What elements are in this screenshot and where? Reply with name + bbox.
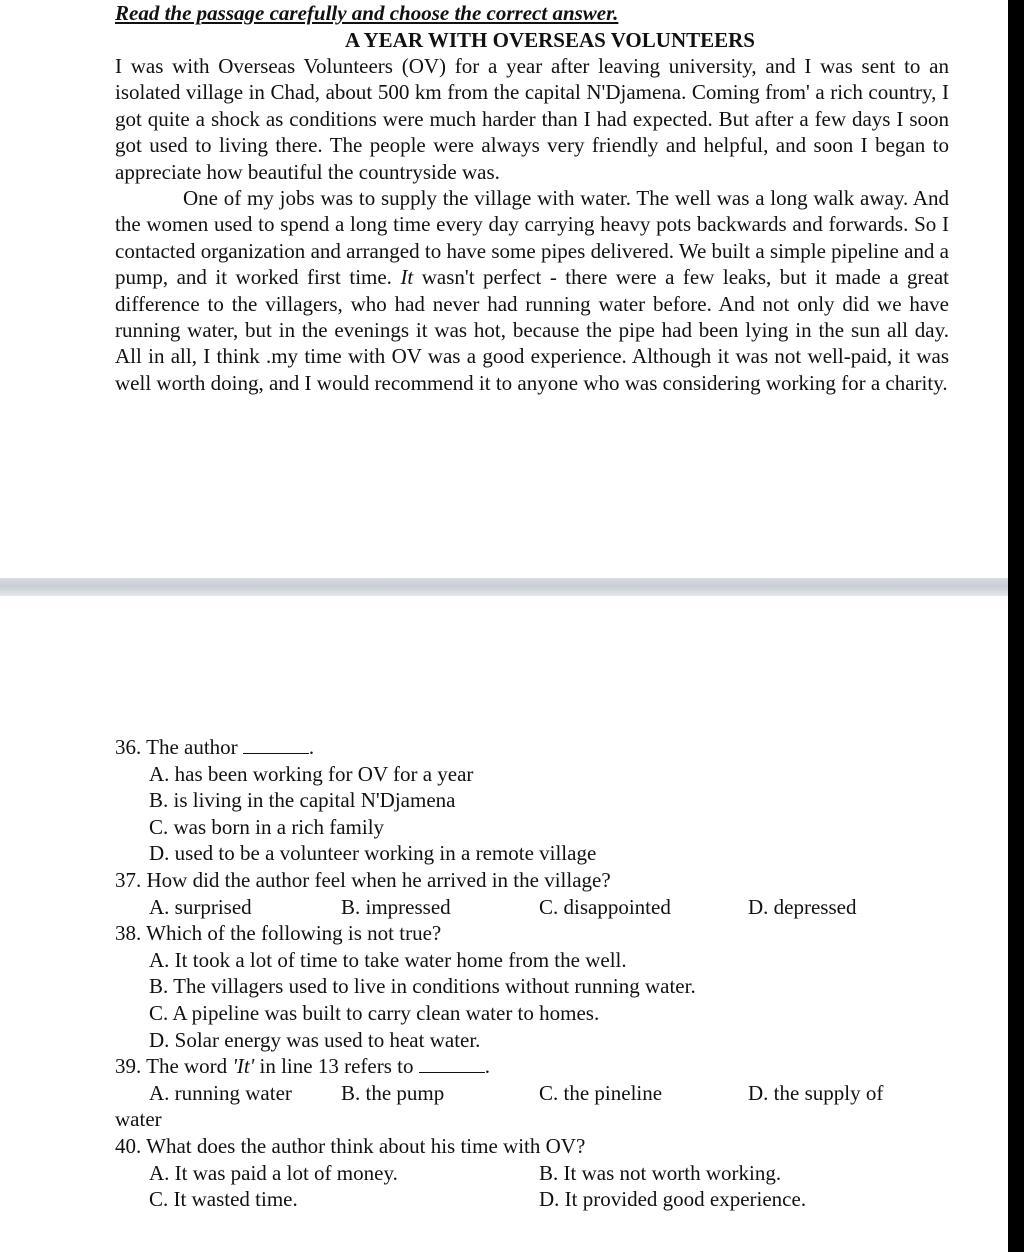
paragraph-2-part-a: One of my jobs was to supply the village with water. The well was a long walk away. And the women used to spend a long time every day carrying heavy pots backwards and forwards. So I contacted organization and arranged to have some pipes delivered. We built a simple pipeline and a pump, and it worked first time. [115, 186, 949, 290]
option-37d[interactable]: D. depressed [748, 894, 857, 919]
option-38d[interactable]: D. Solar energy was used to heat water. [149, 1027, 481, 1052]
option-38b[interactable]: B. The villagers used to live in conditions without running water. [149, 974, 696, 999]
question-39-stem-a: 39. The word [115, 1054, 228, 1079]
option-40c[interactable]: C. It wasted time. [149, 1187, 298, 1212]
option-40a[interactable]: A. It was paid a lot of money. [149, 1160, 398, 1185]
answer-blank [419, 1054, 485, 1073]
question-38: 38. Which of the following is not true? [115, 921, 442, 946]
page-separator [0, 578, 1008, 596]
option-36c[interactable]: C. was born in a rich family [149, 814, 385, 839]
question-36-end: . [308, 735, 315, 759]
paragraph-2-part-b: wasn't perfect - there were a few leaks, but it made a great difference to the villagers, who had never had running water before. And not only did we have running water, but in the evenings it was hot, because the pipe had been lying in the sun all day. All in all, I think .my time with OV was a good experience. Although it was not well-paid, it was well worth doing, and I would recommend it to anyone who was considering working for a charity. [115, 265, 949, 395]
question-36-stem: 36. The author [115, 735, 238, 759]
question-list [115, 734, 975, 1213]
option-37a[interactable]: A. surprised [149, 894, 252, 919]
option-39d-continued[interactable]: water [115, 1107, 162, 1132]
option-37c[interactable]: C. disappointed [539, 894, 671, 919]
question-39-stem-b: in line 13 refers to [259, 1054, 414, 1079]
question-36 [115, 734, 975, 761]
option-38a[interactable]: A. It took a lot of time to take water home from the well. [149, 947, 627, 972]
option-39c[interactable]: C. the pineline [539, 1080, 663, 1105]
reading-passage [115, 53, 949, 396]
option-36d[interactable]: D. used to be a volunteer working in a remote village [149, 841, 597, 866]
question-39 [115, 1053, 975, 1080]
window-edge [1008, 0, 1024, 1252]
referent-it: It [400, 265, 414, 290]
option-40b[interactable]: B. It was not worth working. [539, 1160, 782, 1185]
options-40-row-1 [115, 1160, 975, 1187]
options-37 [115, 894, 975, 921]
instruction: Read the passage carefully and choose the correct answer. [115, 1, 619, 25]
option-39b[interactable]: B. the pump [341, 1080, 445, 1105]
option-39d[interactable]: D. the supply of [748, 1080, 884, 1105]
option-39a[interactable]: A. running water [149, 1080, 292, 1105]
question-39-end: . [484, 1054, 490, 1079]
options-40-row-2 [115, 1186, 975, 1213]
passage-title: A YEAR WITH OVERSEAS VOLUNTEERS [345, 28, 755, 52]
question-37: 37. How did the author feel when he arrived in the village? [115, 867, 611, 892]
option-36a[interactable]: A. has been working for OV for a year [149, 761, 474, 786]
answer-blank [243, 735, 309, 754]
paragraph-2 [115, 185, 949, 396]
paragraph-1: I was with Overseas Volunteers (OV) for a year after leaving university, and I was sent to an isolated village in Chad, about 500 km from the capital N'Djamena. Coming from' a rich country, I got quite a shock as conditions were much harder than I had expected. But after a few days I soon got used to living there. The people were always very friendly and helpful, and soon I began to appreciate how beautiful the countryside was. [115, 54, 949, 184]
option-38c[interactable]: C. A pipeline was built to carry clean water to homes. [149, 1000, 600, 1025]
options-39 [115, 1080, 975, 1107]
option-40d[interactable]: D. It provided good experience. [539, 1187, 807, 1212]
option-37b[interactable]: B. impressed [341, 894, 451, 919]
question-39-it: 'It' [232, 1054, 255, 1079]
option-36b[interactable]: B. is living in the capital N'Djamena [149, 788, 456, 813]
question-40: 40. What does the author think about his time with OV? [115, 1133, 586, 1158]
